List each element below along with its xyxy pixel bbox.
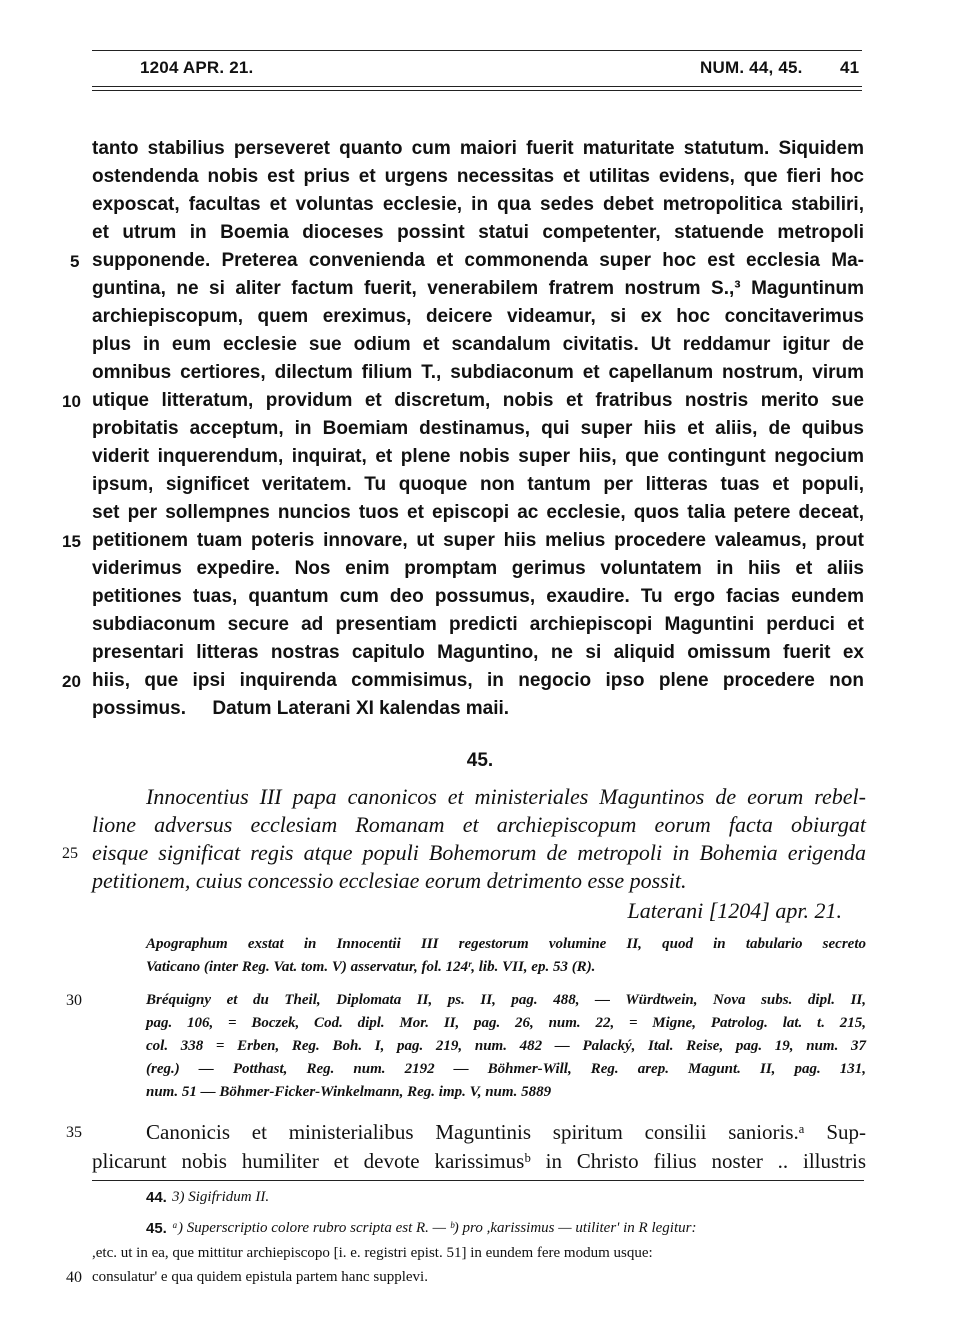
body-line: subdiaconum secure ad presentiam predicti archiepiscopi Maguntini perduci et xyxy=(92,614,864,635)
source-line: Apographum exstat in Innocentii III regestorum volumine II, quod in tabulario secreto xyxy=(146,936,866,952)
body-line: plus in eum ecclesie sue odium et scandalum civitatis. Ut reddamur igitur de xyxy=(92,334,864,355)
header-date: 1204 APR. 21. xyxy=(140,58,254,77)
source-line: pag. 106, = Boczek, Cod. dipl. Mor. II, pag. 26, num. 22, = Migne, Patrolog. lat. t. 215, xyxy=(146,1015,866,1031)
header-rule-bottom-2 xyxy=(92,90,862,91)
regest-line: eisque significat regis atque populi Bohemorum de metropoli in Bohemia erigenda xyxy=(92,840,866,865)
body-line: tanto stabilius perseveret quanto cum maiori fuerit maturitate statutum. Siquidem xyxy=(92,138,864,159)
letter-line: Canonicis et ministerialibus Maguntinis spiritum consilii sanioris.ᵃ Sup- xyxy=(146,1120,866,1144)
header-numbers: NUM. 44, 45. xyxy=(700,58,803,77)
line-number-35: 35 xyxy=(66,1124,82,1141)
body-line: probitatis acceptum, in Boemiam destinamus, qui super hiis et aliis, de quibus xyxy=(92,418,864,439)
body-line: ipsum, significet veritatem. Tu quoque non tantum per litteras tuas et populi, xyxy=(92,474,864,495)
source-line: num. 51 — Böhmer-Ficker-Winkelmann, Reg. imp. V, num. 5889 xyxy=(146,1084,552,1100)
header-rule-bottom xyxy=(92,86,862,87)
line-number-20: 20 xyxy=(62,672,81,691)
body-line: viderimus expedire. Nos enim promptam gerimus voluntatem in hiis et aliis xyxy=(92,558,864,579)
source-line: col. 338 = Erben, Reg. Boh. I, pag. 219, num. 482 — Palacký, Ital. Reise, pag. 19, num. 37 xyxy=(146,1038,866,1054)
source-line: Bréquigny et du Theil, Diplomata II, ps. II, pag. 488, — Würdtwein, Nova subs. dipl. II, xyxy=(146,992,866,1008)
regest-line: petitionem, cuius concessio ecclesiae eorum detrimento esse possit. xyxy=(92,868,687,893)
footnote-45-line: consulatur' e qua quidem epistula partem hanc supplevi. xyxy=(92,1269,428,1285)
body-line: petitiones tuas, quantum cum deo possumus, exaudire. Tu ergo facias eundem xyxy=(92,586,864,607)
body-line: archiepiscopum, quem ereximus, deicere videamur, si ex hoc concitaverimus xyxy=(92,306,864,327)
body-line: guntina, ne si aliter factum fuerit, venerabilem fratrem nostrum S.,³ Maguntinum xyxy=(92,278,864,299)
body-line: presentari litteras nostras capitulo Maguntino, ne si aliquid omissum fuerit ex xyxy=(92,642,864,663)
footnote-45-line: ᵃ) Superscriptio colore rubro scripta est R. — ᵇ) pro ,karissimus — utiliter' in R legitur: xyxy=(172,1220,697,1236)
body-line: et utrum in Boemia dioceses possint statui competenter, statuende metropoli xyxy=(92,222,864,243)
dating: Laterani [1204] apr. 21. xyxy=(627,898,842,923)
body-line: exposcat, facultas et voluntas ecclesie, in qua sedes debet metropolitica stabiliri, xyxy=(92,194,864,215)
footnote-44-text: 3) Sigifridum II. xyxy=(172,1189,270,1205)
body-line: viderit inquerendum, inquirat, et plene nobis super hiis, que contingunt negocium xyxy=(92,446,864,467)
line-number-5: 5 xyxy=(70,252,80,271)
regest-line: lione adversus ecclesiam Romanam et archiepiscopum eorum facta obiurgat xyxy=(92,812,866,837)
footnote-44-number: 44. xyxy=(146,1189,167,1206)
body-line: omnibus certiores, dilectum filium T., subdiaconum et capellanum nostrum, virum xyxy=(92,362,864,383)
body-line: petitionem tuam poteris innovare, ut super hiis melius procedere valeamus, prout xyxy=(92,530,864,551)
body-line: utique litteratum, providum et discretum, nobis et fratribus nostris merito sue xyxy=(92,390,864,411)
line-number-15: 15 xyxy=(62,532,81,551)
body-line: hiis, que ipsi inquirenda commisimus, in negocio ipso plene procedere non xyxy=(92,670,864,691)
letter-line: plicarunt nobis humiliter et devote karissimusᵇ in Christo filius noster .. illustris xyxy=(92,1149,866,1173)
footnote-45-line: ,etc. ut in ea, que mittitur archiepiscopo [i. e. registri epist. 51] in eundem fere modum usque: xyxy=(92,1245,653,1261)
footnote-45-number: 45. xyxy=(146,1220,167,1237)
page-number: 41 xyxy=(840,58,860,77)
regest-line: Innocentius III papa canonicos et ministeriales Maguntinos de eorum rebel- xyxy=(146,784,866,809)
header-rule-top xyxy=(92,50,862,51)
line-number-40: 40 xyxy=(66,1269,82,1286)
line-number-25: 25 xyxy=(62,845,78,862)
source-line: (reg.) — Potthast, Reg. num. 2192 — Böhmer-Will, Reg. arep. Magunt. II, pag. 131, xyxy=(146,1061,866,1077)
footnote-rule xyxy=(92,1180,864,1181)
body-line: set per sollempnes nuncios tuos et episcopi ac ecclesie, quos talia petere deceat, xyxy=(92,502,864,523)
document-number: 45. xyxy=(466,750,494,771)
body-line: supponende. Preterea convenienda et commonenda super hoc est ecclesia Ma- xyxy=(92,250,864,271)
body-line: ostendenda nobis est prius et urgens necessitas et utilitas evidens, que fieri hoc xyxy=(92,166,864,187)
source-line: Vaticano (inter Reg. Vat. tom. V) asservatur, fol. 124ʳ, lib. VII, ep. 53 (R). xyxy=(146,959,596,975)
body-line: possimus. Datum Laterani XI kalendas maii. xyxy=(92,698,510,719)
line-number-10: 10 xyxy=(62,392,81,411)
line-number-30: 30 xyxy=(66,992,82,1009)
